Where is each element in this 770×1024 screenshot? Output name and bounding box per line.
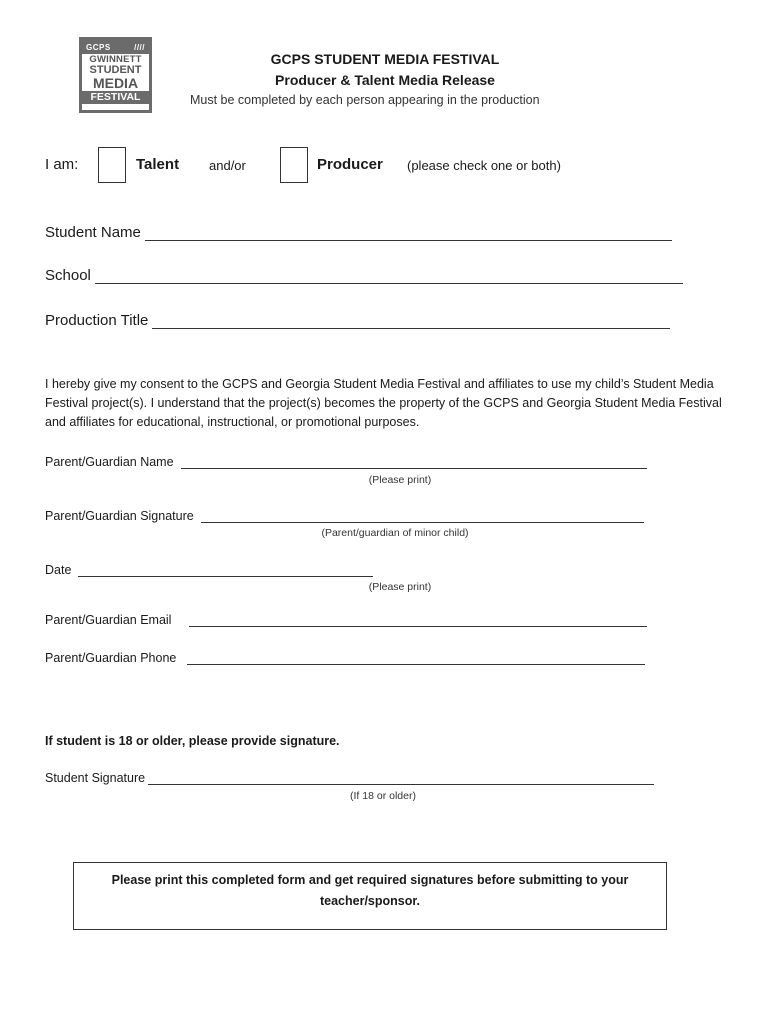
producer-label: Producer bbox=[317, 156, 383, 173]
logo-line-1: GWINNETT bbox=[89, 54, 142, 65]
date-label: Date bbox=[45, 563, 72, 577]
guardian-email-field[interactable] bbox=[189, 614, 647, 627]
and-or-text: and/or bbox=[209, 158, 246, 173]
logo-line-4: FESTIVAL bbox=[82, 91, 149, 104]
production-title-label: Production Title bbox=[45, 312, 149, 329]
producer-checkbox[interactable] bbox=[280, 147, 308, 183]
role-hint: (please check one or both) bbox=[407, 158, 561, 173]
student-name-field[interactable] bbox=[145, 226, 672, 241]
student-signature-row bbox=[45, 771, 654, 785]
date-row bbox=[45, 563, 373, 577]
guardian-name-label: Parent/Guardian Name bbox=[45, 455, 174, 469]
form-subtitle: Producer & Talent Media Release bbox=[275, 72, 495, 88]
guardian-name-field[interactable] bbox=[181, 456, 647, 469]
submission-notice: Please print this completed form and get required signatures before submitting to your teacher/sponsor. bbox=[73, 862, 667, 930]
school-row bbox=[45, 267, 683, 284]
logo-stripes-icon: //// bbox=[134, 42, 145, 52]
student-name-label: Student Name bbox=[45, 224, 141, 241]
guardian-signature-hint: (Parent/guardian of minor child) bbox=[321, 527, 469, 539]
student-signature-hint: (If 18 or older) bbox=[350, 790, 416, 802]
guardian-signature-label: Parent/Guardian Signature bbox=[45, 509, 194, 523]
guardian-name-hint: (Please print) bbox=[368, 474, 432, 486]
production-title-row bbox=[45, 312, 670, 329]
guardian-email-label: Parent/Guardian Email bbox=[45, 613, 172, 627]
logo-line-2: STUDENT bbox=[89, 64, 142, 76]
guardian-signature-row bbox=[45, 509, 644, 523]
logo-gcps-text: GCPS bbox=[86, 42, 111, 52]
guardian-phone-field[interactable] bbox=[187, 652, 645, 665]
date-hint: (Please print) bbox=[368, 581, 432, 593]
consent-paragraph: I hereby give my consent to the GCPS and Georgia Student Media Festival and affiliates to use my child’s Student Media Festival project(s). I understand that the project(s) becomes the property of the GCPS and Georgia Student Media Festival and affiliates for educational, instructional, or promotional purposes. bbox=[45, 377, 722, 429]
guardian-phone-row bbox=[45, 651, 645, 665]
form-note: Must be completed by each person appearing in the production bbox=[190, 93, 540, 107]
date-field[interactable] bbox=[78, 564, 373, 577]
student-signature-label: Student Signature bbox=[45, 771, 146, 785]
student-signature-field[interactable] bbox=[148, 772, 654, 785]
talent-checkbox[interactable] bbox=[98, 147, 126, 183]
role-label: I am: bbox=[45, 156, 79, 173]
guardian-signature-field[interactable] bbox=[201, 510, 644, 523]
talent-label: Talent bbox=[136, 156, 180, 173]
guardian-email-row bbox=[45, 613, 647, 627]
guardian-name-row bbox=[45, 455, 647, 469]
school-label: School bbox=[45, 267, 91, 284]
adult-signature-heading: If student is 18 or older, please provide signature. bbox=[45, 734, 340, 748]
logo-line-3: MEDIA bbox=[92, 75, 139, 91]
school-field[interactable] bbox=[95, 269, 683, 284]
guardian-phone-label: Parent/Guardian Phone bbox=[45, 651, 177, 665]
production-title-field[interactable] bbox=[152, 314, 670, 329]
student-name-row bbox=[45, 224, 672, 241]
form-title: GCPS STUDENT MEDIA FESTIVAL bbox=[270, 51, 500, 67]
